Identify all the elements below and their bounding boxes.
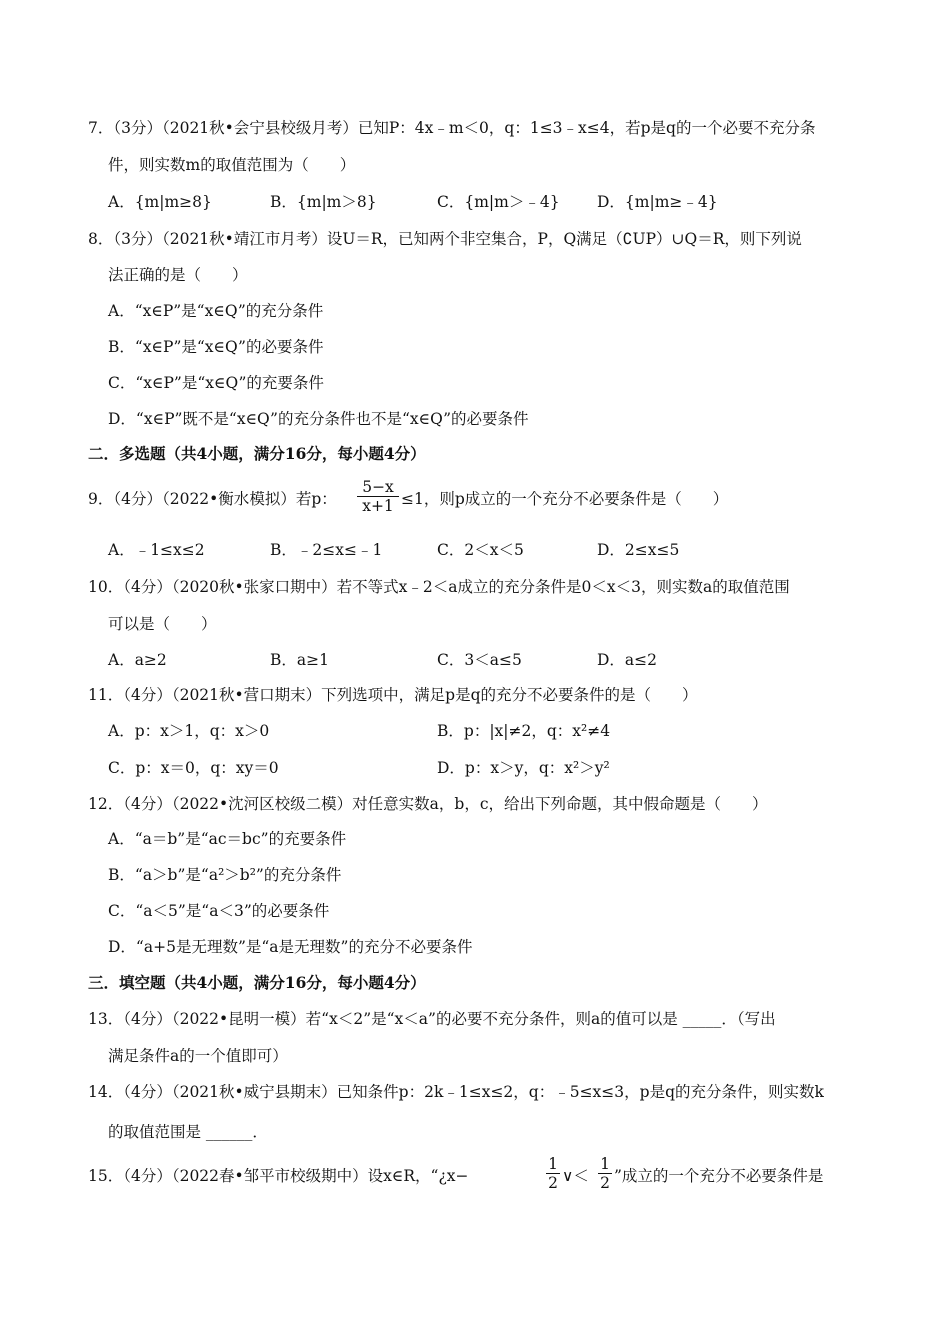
q10-option-a: A．a≥2 (108, 651, 167, 669)
q15-fraction-1-numerator: 1 (548, 1155, 558, 1173)
q14-line2: 的取值范围是 ______． (108, 1123, 268, 1141)
q15-fraction-2-numerator: 1 (600, 1155, 610, 1173)
q13-line1: 13．（4分）（2022•昆明一模）若“x＜2”是“x＜a”的必要不充分条件，则a的值可以是 _____．（写出 (88, 1010, 776, 1028)
q8-line2: 法正确的是（ ） (108, 266, 248, 284)
section-fill-in-heading: 三．填空题（共4小题，满分16分，每小题4分） (88, 973, 426, 992)
q9-fraction (357, 478, 399, 515)
q8-option-b: B．“x∈P”是“x∈Q”的必要条件 (108, 338, 324, 356)
q12-option-a: A．“a＝b”是“ac＝bc”的充要条件 (108, 830, 347, 848)
q15-prefix: 15．（4分）（2022春•邹平市校级期中）设x∈R，“¿x− (88, 1167, 469, 1185)
q10-line1: 10．（4分）（2020秋•张家口期中）若不等式x﹣2＜a成立的充分条件是0＜x＜3，则实数a的取值范围 (88, 578, 790, 596)
q15-suffix: ”成立的一个充分不必要条件是 (614, 1167, 824, 1185)
q12-option-c: C．“a＜5”是“a＜3”的必要条件 (108, 902, 330, 920)
q9-option-a: A．﹣1≤x≤2 (108, 541, 205, 559)
q15-fraction-1-denominator: 2 (546, 1173, 560, 1192)
q7-line1: 7．（3分）（2021秋•会宁县校级月考）已知P：4x﹣m＜0，q：1≤3﹣x≤4，若p是q的一个必要不充分条 (88, 119, 816, 137)
q11-option-a: A．p：x＞1，q：x＞0 (108, 722, 270, 740)
q14-line1: 14．（4分）（2021秋•威宁县期末）已知条件p：2k﹣1≤x≤2，q：﹣5≤x≤3，p是q的充分条件，则实数k (88, 1083, 824, 1101)
q11-line1: 11．（4分）（2021秋•营口期末）下列选项中，满足p是q的充分不必要条件的是（ ） (88, 686, 698, 704)
q12-line1: 12．（4分）（2022•沈河区校级二模）对任意实数a，b，c，给出下列命题，其中假命题是（ ） (88, 795, 768, 813)
q7-option-c: C．{m|m＞﹣4} (437, 193, 560, 211)
q9-option-c: C．2＜x＜5 (437, 541, 524, 559)
q9-prefix: 9．（4分）（2022•衡水模拟）若p： (88, 490, 337, 508)
q15-fraction-2 (598, 1155, 612, 1192)
q7-option-d: D．{m|m≥﹣4} (597, 193, 718, 211)
q8-line1: 8．（3分）（2021秋•靖江市月考）设U＝R，已知两个非空集合，P，Q满足（∁UP）∪Q＝R，则下列说 (88, 230, 802, 248)
q10-option-d: D．a≤2 (597, 651, 658, 669)
q9-option-b: B．﹣2≤x≤﹣1 (270, 541, 383, 559)
q9-fraction-denominator: x+1 (357, 496, 399, 515)
q7-option-b: B．{m|m＞8} (270, 193, 377, 211)
q9-option-d: D．2≤x≤5 (597, 541, 680, 559)
q10-option-c: C．3＜a≤5 (437, 651, 522, 669)
q12-option-d: D．“a+5是无理数”是“a是无理数”的充分不必要条件 (108, 938, 473, 956)
q8-option-c: C．“x∈P”是“x∈Q”的充要条件 (108, 374, 324, 392)
q10-option-b: B．a≥1 (270, 651, 329, 669)
q11-option-c: C．p：x＝0，q：xy＝0 (108, 759, 279, 777)
q8-option-a: A．“x∈P”是“x∈Q”的充分条件 (108, 302, 324, 320)
q13-line2: 满足条件a的一个值即可） (108, 1047, 288, 1065)
q9-suffix: ≤1，则p成立的一个充分不必要条件是（ ） (401, 490, 729, 508)
q11-option-d: D．p：x＞y，q：x²＞y² (437, 759, 610, 777)
q7-option-a: A．{m|m≥8} (108, 193, 212, 211)
section-multiple-choice-heading: 二．多选题（共4小题，满分16分，每小题4分） (88, 444, 426, 463)
q7-line2: 件，则实数m的取值范围为（ ） (108, 156, 356, 174)
q15-fraction-1 (546, 1155, 560, 1192)
q9-fraction-numerator: 5−x (362, 478, 394, 496)
q15-fraction-2-denominator: 2 (598, 1173, 612, 1192)
q11-option-b: B．p：|x|≠2，q：x²≠4 (437, 722, 611, 740)
q12-option-b: B．“a＞b”是“a²＞b²”的充分条件 (108, 866, 342, 884)
q8-option-d: D．“x∈P”既不是“x∈Q”的充分条件也不是“x∈Q”的必要条件 (108, 410, 529, 428)
q15-middle: ∨＜ (562, 1167, 589, 1185)
q10-line2: 可以是（ ） (108, 615, 217, 633)
